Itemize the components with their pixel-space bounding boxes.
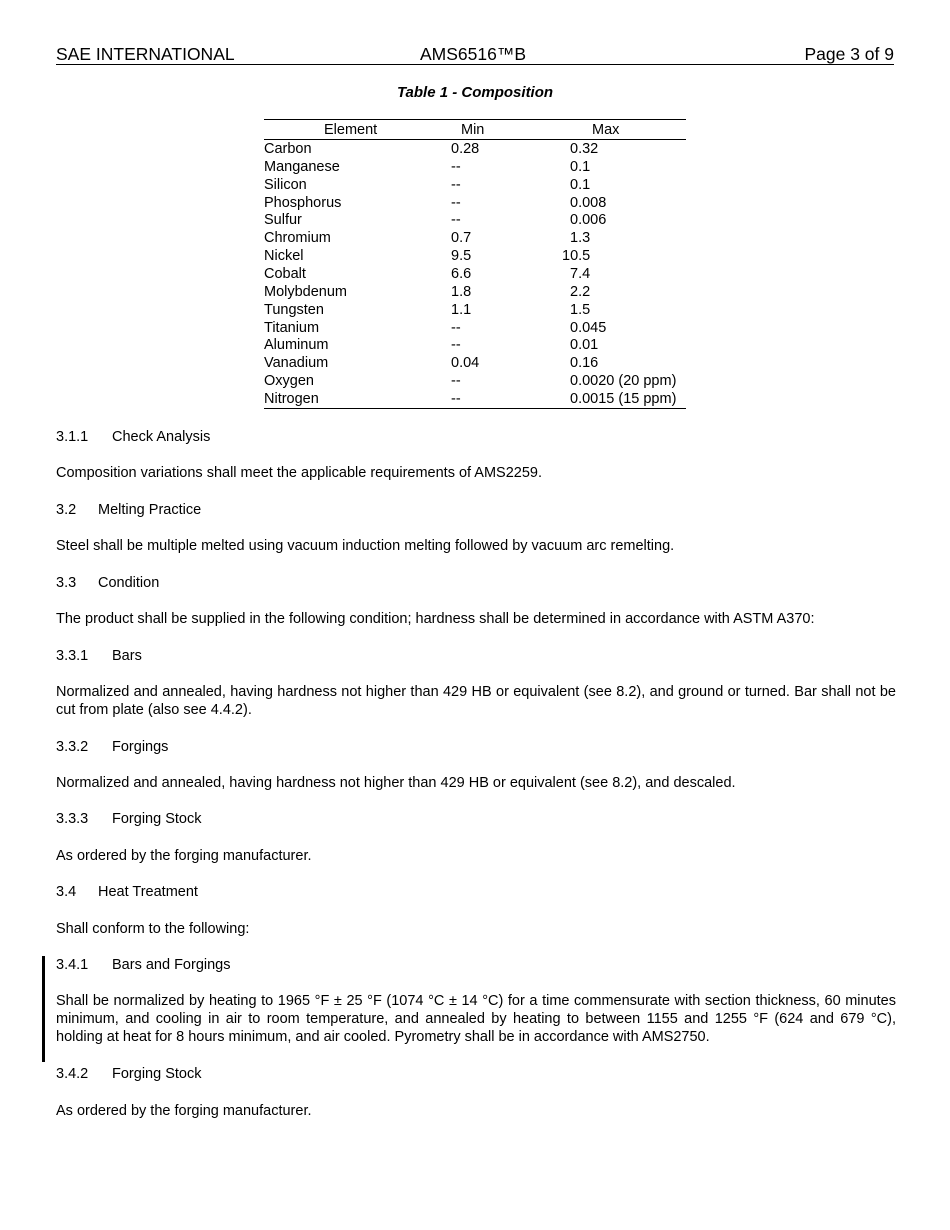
section-heading-3-3-2 — [56, 738, 896, 756]
section-heading-3-4-1 — [56, 956, 896, 974]
max-cell: 0.045 — [570, 319, 607, 336]
section-text-3-1-1: Composition variations shall meet the applicable requirements of AMS2259. — [56, 465, 543, 481]
table-row — [264, 372, 686, 390]
min-cell: -- — [451, 158, 461, 175]
table-row — [264, 176, 686, 194]
section-text-3-4-2: As ordered by the forging manufacturer. — [56, 1103, 312, 1119]
min-cell: 1.8 — [451, 283, 472, 300]
section-title: Condition — [98, 575, 160, 591]
section-heading-3-3-1 — [56, 647, 896, 665]
table-row — [264, 247, 686, 265]
max-cell: 0.006 — [570, 212, 607, 229]
element-cell: Nickel — [264, 248, 304, 265]
section-heading-3-4 — [56, 883, 896, 901]
max-cell: 0.1 — [570, 176, 591, 193]
section-text-3-4-1: Shall be normalized by heating to 1965 °F ± 25 °F (1074 °C ± 14 °C) for a time commensurate with section thickness, 60 minutes minimum, and cooling in air to room temperature, and annealed by heating to between 1155 and 1255 °F (624 and 679 °C), holding at heat for 8 hours minimum, and air cooled. Pyrometry shall be in accordance with AMS2750. — [56, 993, 896, 1045]
max-cell: 0.008 — [570, 194, 607, 211]
section-heading-3-4-2 — [56, 1065, 896, 1083]
table-row — [264, 390, 686, 408]
section-text-3-4: Shall conform to the following: — [56, 921, 250, 937]
section-number: 3.2 — [56, 502, 77, 518]
table-row — [264, 301, 686, 319]
section-heading-3-3-3 — [56, 810, 896, 828]
section-number: 3.4 — [56, 884, 77, 900]
min-cell: -- — [451, 319, 461, 336]
max-cell: 0.01 — [570, 337, 599, 354]
min-cell: -- — [451, 176, 461, 193]
max-cell: 0.0020 (20 ppm) — [570, 373, 677, 390]
element-cell: Sulfur — [264, 212, 302, 229]
table-row — [264, 211, 686, 229]
section-heading-3-3 — [56, 574, 896, 592]
column-header-max: Max — [592, 122, 620, 138]
composition-table — [264, 119, 686, 409]
section-number: 3.1.1 — [56, 429, 89, 445]
section-title: Forgings — [112, 739, 169, 755]
table-row — [264, 194, 686, 212]
section-heading-3-1-1 — [56, 428, 896, 446]
section-number: 3.3 — [56, 575, 77, 591]
revision-change-bar — [42, 956, 45, 1062]
column-header-min: Min — [461, 122, 485, 138]
section-text-3-3: The product shall be supplied in the following condition; hardness shall be determined in accordance with ASTM A370: — [56, 611, 815, 627]
table-row — [264, 354, 686, 372]
section-number: 3.3.2 — [56, 739, 89, 755]
max-cell: 7.4 — [570, 266, 591, 283]
section-text-3-2: Steel shall be multiple melted using vacuum induction melting followed by vacuum arc remelting. — [56, 538, 675, 554]
table-row — [264, 140, 686, 158]
min-cell: 0.04 — [451, 355, 480, 372]
element-cell: Vanadium — [264, 355, 329, 372]
section-title: Check Analysis — [112, 429, 211, 445]
section-number: 3.3.1 — [56, 648, 89, 664]
section-heading-3-2 — [56, 501, 896, 519]
min-cell: -- — [451, 337, 461, 354]
max-cell: 2.2 — [570, 283, 591, 300]
section-text-3-3-3: As ordered by the forging manufacturer. — [56, 848, 312, 864]
min-cell: 6.6 — [451, 266, 472, 283]
element-cell: Oxygen — [264, 373, 314, 390]
element-cell: Phosphorus — [264, 194, 342, 211]
table-caption: Table 1 - Composition — [396, 84, 554, 101]
section-title: Bars — [112, 648, 142, 664]
element-cell: Nitrogen — [264, 391, 319, 408]
element-cell: Carbon — [264, 141, 312, 157]
element-cell: Cobalt — [264, 266, 306, 283]
element-cell: Molybdenum — [264, 283, 348, 300]
max-cell: 1.3 — [570, 230, 591, 247]
element-cell: Manganese — [264, 158, 340, 175]
max-cell: 0.32 — [570, 141, 599, 157]
min-cell: -- — [451, 194, 461, 211]
table-row — [264, 265, 686, 283]
header-document-number: AMS6516™B — [420, 44, 527, 64]
min-cell: 9.5 — [451, 248, 472, 265]
table-row — [264, 229, 686, 247]
header-page-number: Page 3 of 9 — [804, 44, 894, 64]
max-cell: 0.16 — [570, 355, 599, 372]
table-body — [264, 140, 686, 408]
element-cell: Chromium — [264, 230, 331, 247]
min-cell: -- — [451, 212, 461, 229]
section-title: Bars and Forgings — [112, 957, 231, 973]
section-number: 3.4.2 — [56, 1066, 89, 1082]
element-cell: Silicon — [264, 176, 307, 193]
section-text-3-3-1: Normalized and annealed, having hardness not higher than 429 HB or equivalent (see 8.2), and ground or turned. Bar shall not be cut from plate (also see 4.4.2). — [56, 684, 896, 718]
section-title: Heat Treatment — [98, 884, 198, 900]
max-cell: 10.5 — [562, 248, 591, 265]
table-row — [264, 319, 686, 337]
table-row — [264, 283, 686, 301]
min-cell: -- — [451, 391, 461, 408]
min-cell: 1.1 — [451, 301, 472, 318]
table-header-row — [264, 120, 686, 140]
min-cell: 0.28 — [451, 141, 480, 157]
section-title: Melting Practice — [98, 502, 202, 518]
max-cell: 1.5 — [570, 301, 591, 318]
section-title: Forging Stock — [112, 1066, 202, 1082]
max-cell: 0.0015 (15 ppm) — [570, 391, 677, 408]
page-header — [56, 44, 894, 65]
section-number: 3.3.3 — [56, 811, 89, 827]
element-cell: Aluminum — [264, 337, 329, 354]
min-cell: 0.7 — [451, 230, 472, 247]
table-row — [264, 336, 686, 354]
section-text-3-3-2: Normalized and annealed, having hardness not higher than 429 HB or equivalent (see 8.2), and descaled. — [56, 775, 736, 791]
section-number: 3.4.1 — [56, 957, 89, 973]
min-cell: -- — [451, 373, 461, 390]
section-title: Forging Stock — [112, 811, 202, 827]
table-row — [264, 158, 686, 176]
element-cell: Tungsten — [264, 301, 324, 318]
max-cell: 0.1 — [570, 158, 591, 175]
element-cell: Titanium — [264, 319, 320, 336]
header-organization: SAE INTERNATIONAL — [56, 44, 235, 64]
column-header-element: Element — [324, 122, 378, 138]
